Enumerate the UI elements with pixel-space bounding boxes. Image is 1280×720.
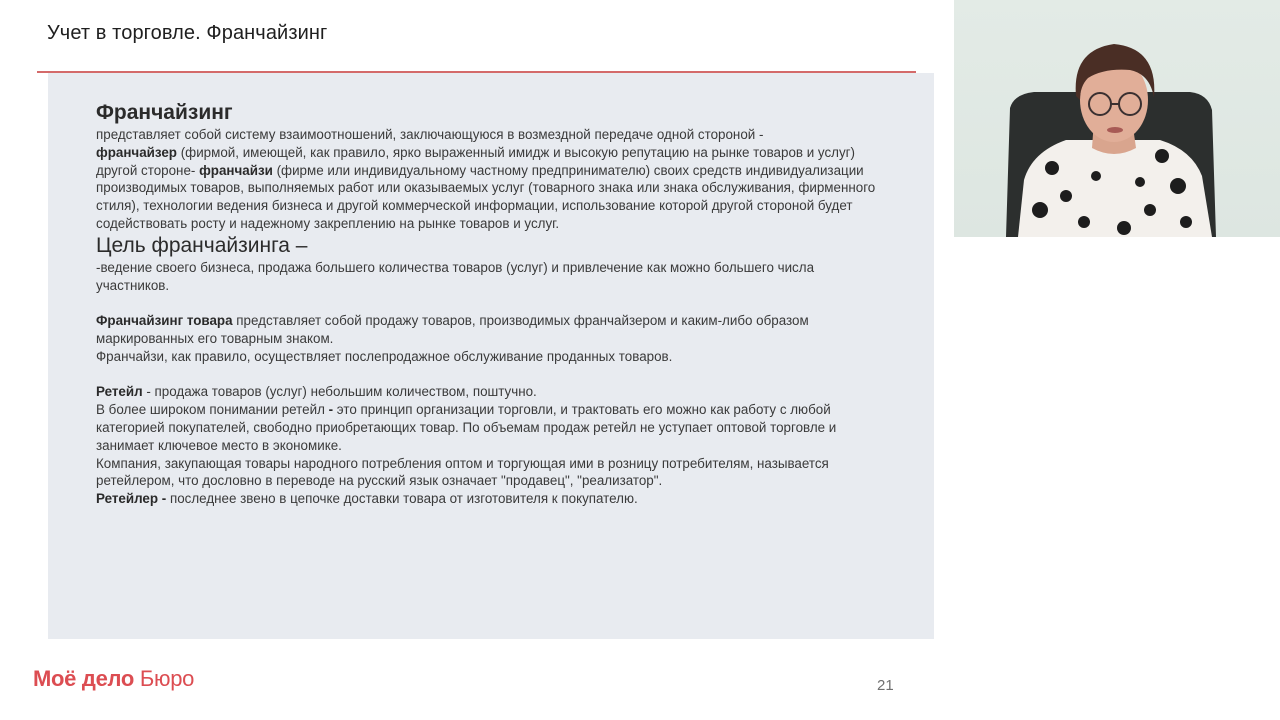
brand-logo: Моё дело Бюро (33, 666, 195, 691)
paragraph-definition: представляет собой систему взаимоотношений, заключающуюся в возмездной передаче одной стороной - франчайзер (фирмой, имеющей, как правило, ярко выраженный имидж и высокую репутацию на рынке товаров и услуг) (96, 127, 856, 160)
term-retail: Ретейл (96, 384, 143, 400)
presenter-video (954, 0, 1280, 237)
presenter-avatar-icon (954, 0, 1280, 237)
term-retailer: Ретейлер - (96, 491, 167, 507)
heading-goal: Цель франчайзинга – (96, 233, 308, 257)
term-franchisor: франчайзер (96, 144, 177, 160)
paragraph-retail: Ретейл - продажа товаров (услуг) небольшим количеством, поштучно. В более широком понимании ретейл - это принцип организации торговли, и трактовать его можно как работу с любой категорией покупателей, свободно приобретающих товар. По объемам продаж ретейл не уступает оптовой торговле и занимает ключевое место в экономике. Компания, закупающая товары народного потребления оптом и торгующая ими в розницу потребителям, называется ретейлером, что дословно в переводе на русский язык означает "продавец", "реализатор". Ретейлер - последнее звено в цепочке доставки товара от изготовителя к покупателю. (96, 384, 837, 507)
term-product-franchising: Франчайзинг товара (96, 313, 233, 329)
slide-content (96, 100, 886, 508)
page-number: 21 (877, 677, 894, 694)
term-franchisee: франчайзи (199, 162, 273, 178)
paragraph-goal: -ведение своего бизнеса, продажа большего количества товаров (услуг) и привлечение как можно большего числа участников. (96, 259, 815, 293)
heading-franchising: Франчайзинг (96, 101, 233, 124)
paragraph-franchisee: другой стороне- франчайзи (фирме или индивидуальному частному предпринимателю) своих средств индивидуализации производимых товаров, выполняемых работ или оказываемых услуг (товарного знака или знака обслуживания, фирменного стиля), технологии ведения бизнеса и другой коммерческой информации, использование которой другой стороной будет содействовать росту и надежному закреплению на рынке товаров и услуг. (96, 162, 876, 231)
paragraph-product-franchising: Франчайзинг товара представляет собой продажу товаров, производимых франчайзером и каким-либо образом маркированных его товарным знаком. Франчайзи, как правило, осуществляет послепродажное обслуживание проданных товаров. (96, 313, 809, 364)
slide-title: Учет в торговле. Франчайзинг (47, 22, 328, 44)
